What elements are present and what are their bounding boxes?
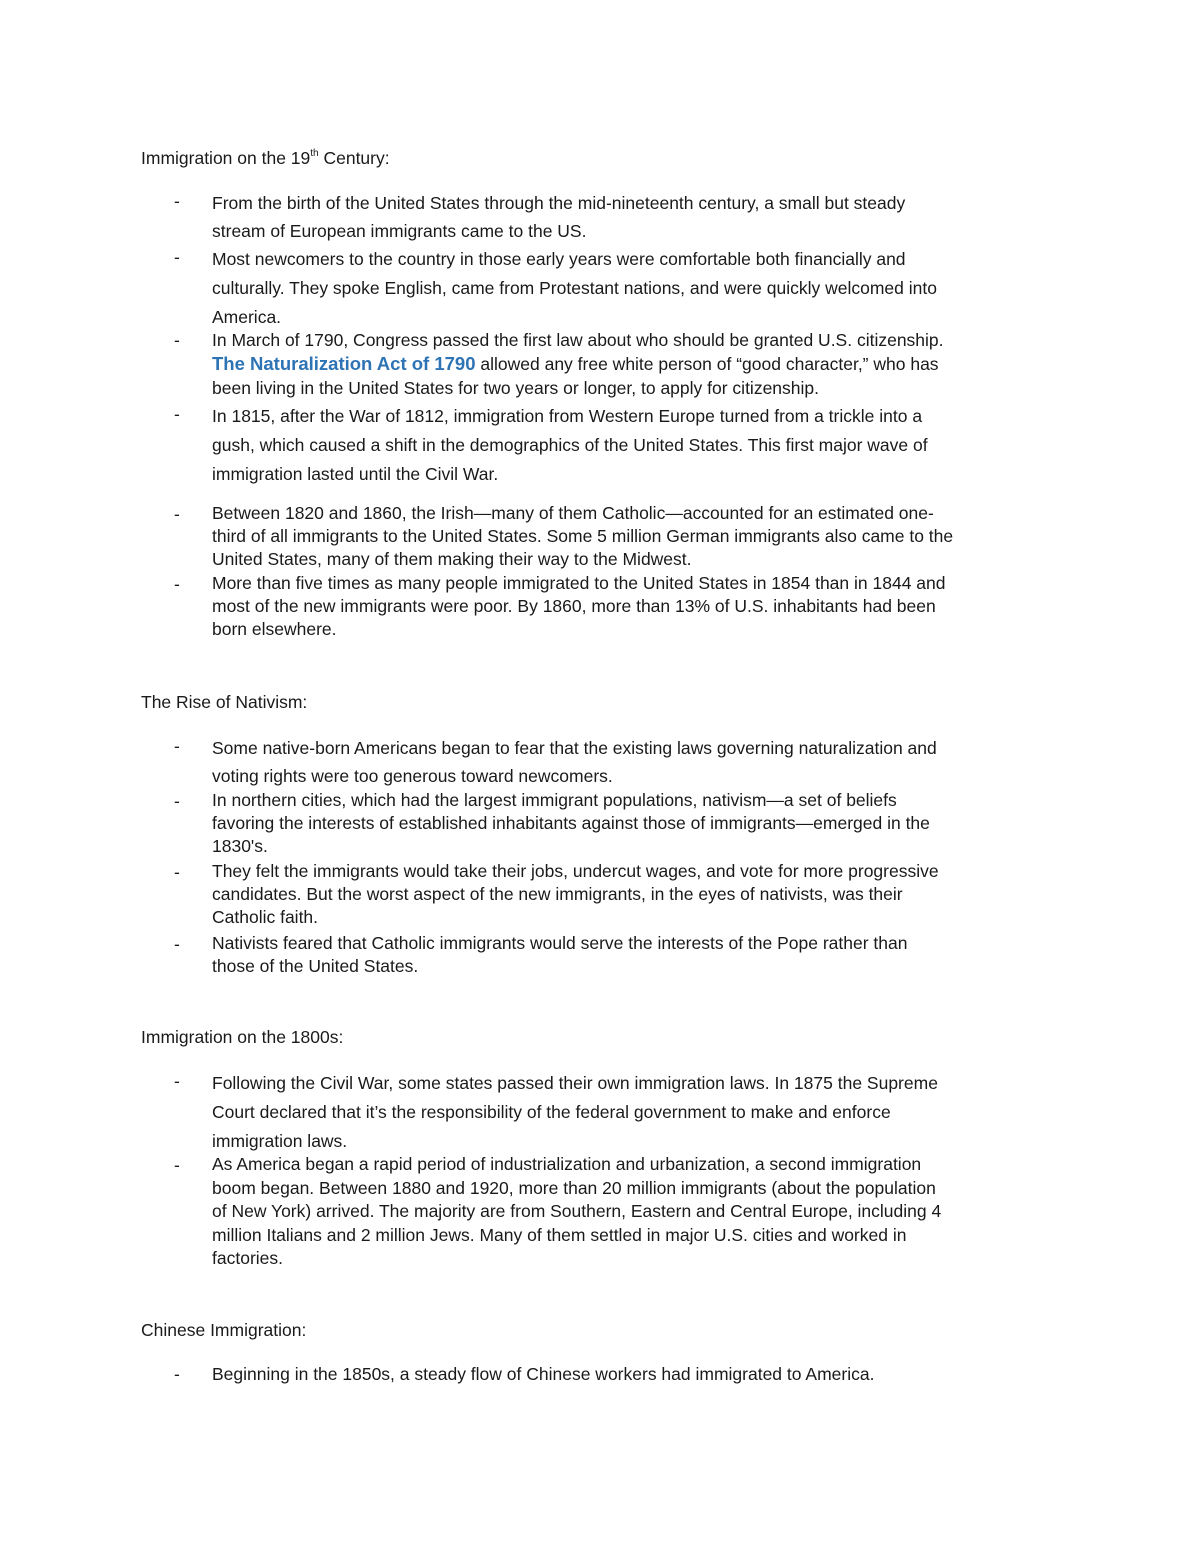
list-item-text: allowed any free white person of “good character,” who has xyxy=(475,354,939,374)
list-item-line: immigration laws. xyxy=(212,1131,348,1151)
list-item-line: those of the United States. xyxy=(212,956,419,976)
bullet-dash: - xyxy=(174,247,180,267)
list-item-line: been living in the United States for two years or longer, to apply for citizenship. xyxy=(212,378,819,398)
list-item-line: United States, many of them making their way to the Midwest. xyxy=(212,549,692,569)
list-item-line: In northern cities, which had the largest immigrant populations, nativism—a set of beliefs xyxy=(212,790,897,810)
list-item-line: As America began a rapid period of industrialization and urbanization, a second immigration xyxy=(212,1154,922,1174)
bullet-dash: - xyxy=(174,404,180,424)
list-item-line: born elsewhere. xyxy=(212,619,337,639)
bullet-dash: - xyxy=(174,191,180,211)
section-heading-chinese-immigration: Chinese Immigration: xyxy=(141,1320,307,1340)
bullet-dash: - xyxy=(174,1155,180,1175)
list-item-line: America. xyxy=(212,307,282,327)
list-item-line: voting rights were too generous toward newcomers. xyxy=(212,766,613,786)
list-item-line: Between 1820 and 1860, the Irish—many of them Catholic—accounted for an estimated one- xyxy=(212,503,934,523)
list-item-line: boom began. Between 1880 and 1920, more than 20 million immigrants (about the population xyxy=(212,1177,936,1198)
list-item-line: 1830's. xyxy=(212,836,268,856)
naturalization-act-link[interactable]: The Naturalization Act of 1790 xyxy=(212,353,476,374)
bullet-dash: - xyxy=(174,574,180,594)
list-item-line: Most newcomers to the country in those early years were comfortable both financially and xyxy=(212,249,906,269)
heading-text: Immigration on the 19 xyxy=(141,148,311,168)
list-item-line: Following the Civil War, some states passed their own immigration laws. In 1875 the Supreme xyxy=(212,1073,938,1093)
list-item-line: Nativists feared that Catholic immigrants would serve the interests of the Pope rather than xyxy=(212,933,908,953)
list-item-line: In March of 1790, Congress passed the first law about who should be granted U.S. citizenship. xyxy=(212,330,944,350)
heading-suffix: Century: xyxy=(318,148,390,168)
list-item-line: In 1815, after the War of 1812, immigration from Western Europe turned from a trickle into a xyxy=(212,406,923,426)
list-item-line: immigration lasted until the Civil War. xyxy=(212,464,499,484)
list-item-line: Beginning in the 1850s, a steady flow of Chinese workers had immigrated to America. xyxy=(212,1364,875,1384)
list-item-line: They felt the immigrants would take their jobs, undercut wages, and vote for more progressive xyxy=(212,861,939,881)
list-item-line: factories. xyxy=(212,1248,283,1268)
section-heading-1800s: Immigration on the 1800s: xyxy=(141,1027,344,1047)
bullet-dash: - xyxy=(174,504,180,524)
bullet-dash: - xyxy=(174,330,180,350)
list-item-line: Catholic faith. xyxy=(212,907,319,927)
list-item-line: From the birth of the United States through the mid-nineteenth century, a small but steady xyxy=(212,193,906,213)
list-item-line: favoring the interests of established inhabitants against those of immigrants—emerged in the xyxy=(212,813,930,833)
list-item-line: More than five times as many people immigrated to the United States in 1854 than in 1844 and xyxy=(212,573,946,593)
bullet-dash: - xyxy=(174,791,180,811)
section-heading-rise-of-nativism: The Rise of Nativism: xyxy=(141,692,308,712)
list-item-line: gush, which caused a shift in the demographics of the United States. This first major wave of xyxy=(212,435,928,455)
list-item-line: Court declared that it’s the responsibility of the federal government to make and enforce xyxy=(212,1102,891,1122)
bullet-dash: - xyxy=(174,736,180,756)
list-item-line: culturally. They spoke English, came from Protestant nations, and were quickly welcomed into xyxy=(212,278,937,298)
heading-superscript: th xyxy=(310,148,319,160)
list-item-line: third of all immigrants to the United States. Some 5 million German immigrants also came to the xyxy=(212,526,954,546)
section-heading-19th-century xyxy=(141,146,390,170)
list-item-line: most of the new immigrants were poor. By 1860, more than 13% of U.S. inhabitants had been xyxy=(212,596,936,616)
list-item-line: of New York) arrived. The majority are from Southern, Eastern and Central Europe, including 4 xyxy=(212,1201,942,1221)
list-item-line: Some native-born Americans began to fear that the existing laws governing naturalization and xyxy=(212,738,937,758)
list-item-line xyxy=(212,352,1072,376)
bullet-dash: - xyxy=(174,934,180,954)
list-item-line: candidates. But the worst aspect of the new immigrants, in the eyes of nativists, was their xyxy=(212,884,903,904)
list-item-line: million Italians and 2 million Jews. Many of them settled in major U.S. cities and worked in xyxy=(212,1224,907,1245)
bullet-dash: - xyxy=(174,1364,180,1384)
bullet-dash: - xyxy=(174,862,180,882)
bullet-dash: - xyxy=(174,1071,180,1091)
list-item-line: stream of European immigrants came to the US. xyxy=(212,221,587,241)
